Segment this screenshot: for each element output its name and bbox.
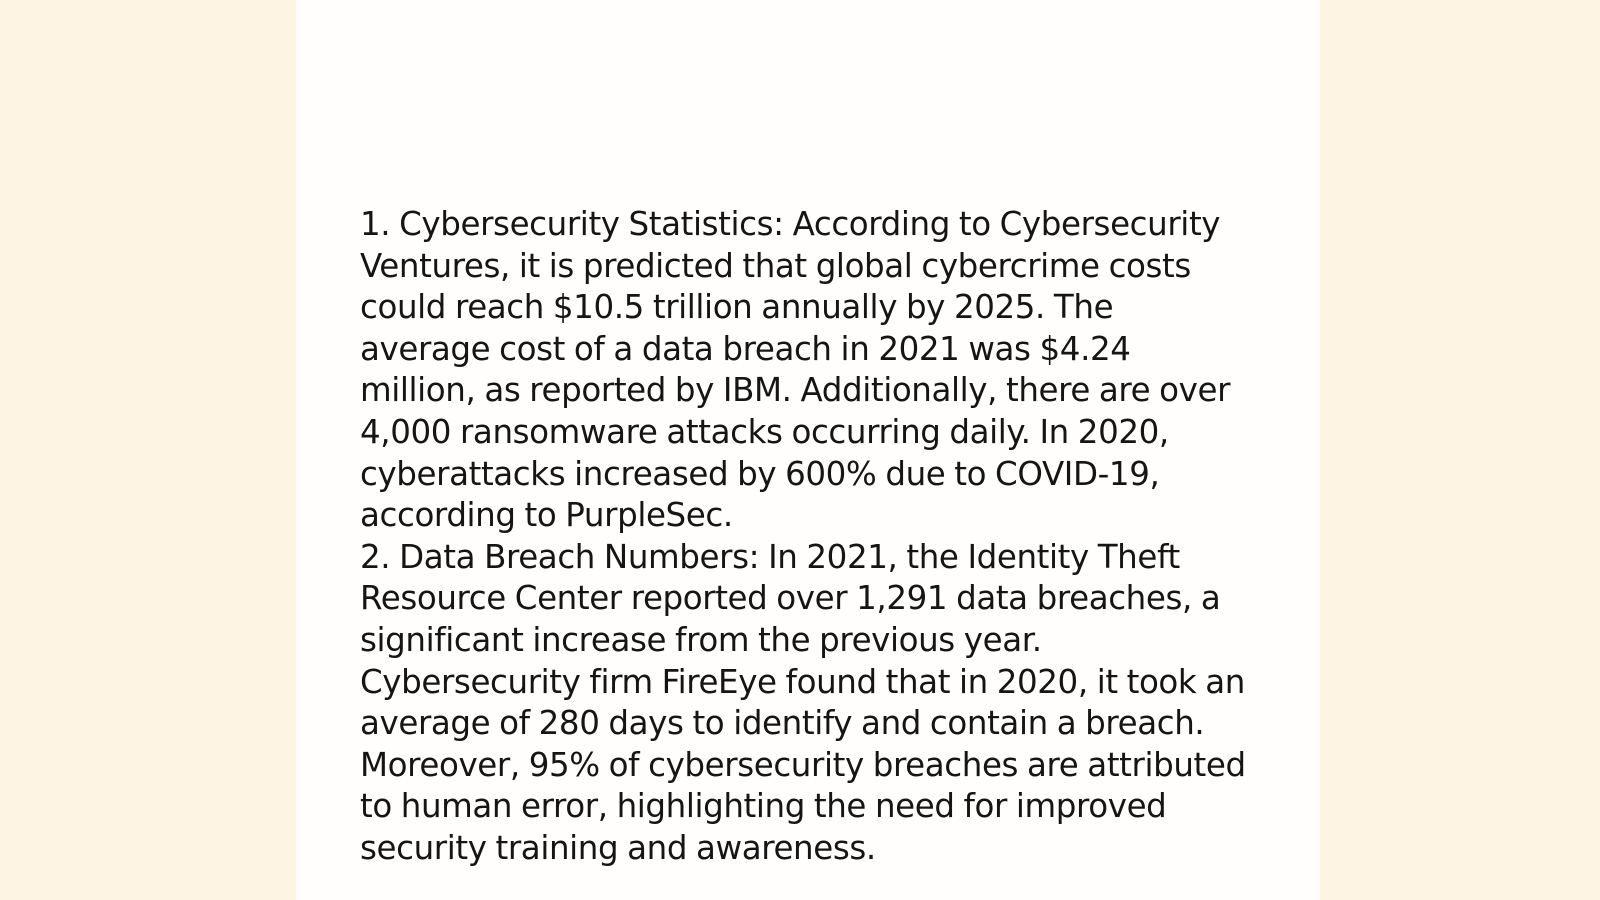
paragraph-data-breach-numbers: 2. Data Breach Numbers: In 2021, the Identity Theft Resource Center reported over 1,291 data breaches, a significant increase from the previous year. Cybersecurity firm FireEye found that in 2020, it took an average of 280 days to identify and contain a breach. Moreover, 95% of cybersecurity breaches are attributed to human error, highlighting the need for improved security training and awareness. — [360, 537, 1246, 867]
document-body — [360, 204, 1250, 870]
document-page — [296, 0, 1320, 900]
paragraph-cybersecurity-statistics: 1. Cybersecurity Statistics: According to Cybersecurity Ventures, it is predicted that global cybercrime costs could reach $10.5 trillion annually by 2025. The average cost of a data breach in 2021 was $4.24 million, as reported by IBM. Additionally, there are over 4,000 ransomware attacks occurring daily. In 2020, cyberattacks increased by 600% due to COVID-19, according to PurpleSec. — [360, 205, 1231, 535]
